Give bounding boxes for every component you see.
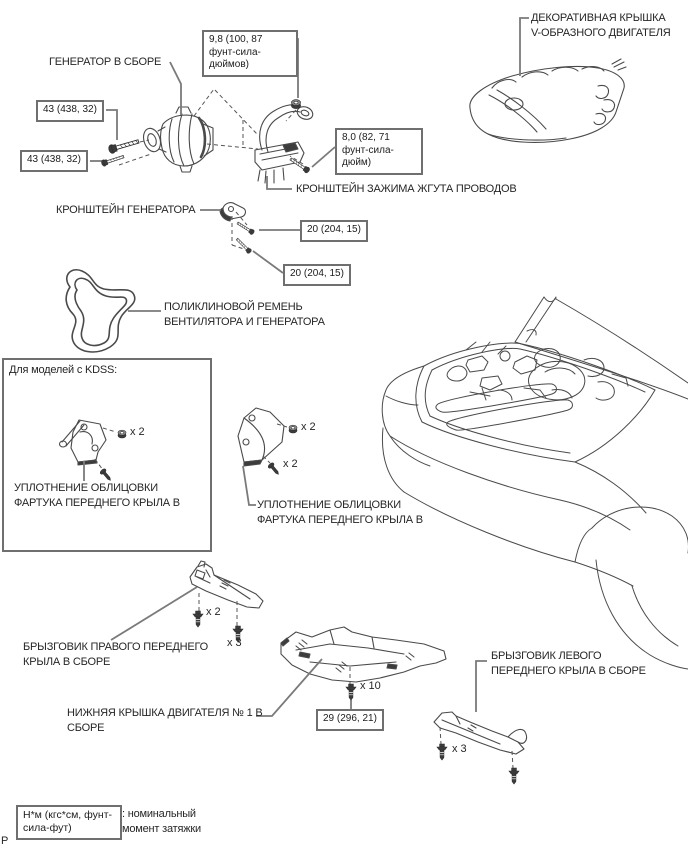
torque-box-generator-bolt-upper: 43 (438, 32) bbox=[36, 100, 104, 122]
torque-box-clamp-nut: 9,8 (100, 87 фунт-сила-дюймов) bbox=[202, 30, 298, 77]
qty-apron-seal-nut: x 2 bbox=[301, 421, 316, 433]
decorative-cover-drawing bbox=[470, 59, 626, 142]
screw-icon bbox=[267, 462, 281, 477]
label-generator-bracket: КРОНШТЕЙН ГЕНЕРАТОРА bbox=[56, 204, 196, 216]
label-mudguard-left: БРЫЗГОВИК ЛЕВОГО ПЕРЕДНЕГО КРЫЛА В СБОРЕ bbox=[491, 650, 646, 677]
qty-kdss-seal-nut: x 2 bbox=[130, 426, 145, 438]
mudguard-left-drawing bbox=[434, 712, 527, 754]
kdss-models-box bbox=[2, 358, 212, 552]
vehicle-drawing bbox=[382, 297, 688, 669]
screw-icon bbox=[509, 768, 519, 784]
torque-box-bracket-bolt-lower: 20 (204, 15) bbox=[283, 264, 351, 286]
label-decorative-cover: ДЕКОРАТИВНАЯ КРЫШКА V-ОБРАЗНОГО ДВИГАТЕЛЯ bbox=[531, 12, 671, 39]
label-kdss-note: Для моделей с KDSS: bbox=[9, 364, 117, 376]
torque-box-bracket-bolt-upper: 20 (204, 15) bbox=[300, 220, 368, 242]
screw-icon bbox=[346, 684, 356, 700]
torque-box-generator-bolt-lower: 43 (438, 32) bbox=[20, 150, 88, 172]
bolt-icon bbox=[101, 153, 125, 166]
label-fan-generator-belt: ПОЛИКЛИНОВОЙ РЕМЕНЬ ВЕНТИЛЯТОРА И ГЕНЕРАТОРА bbox=[164, 301, 325, 328]
label-apron-seal: УПЛОТНЕНИЕ ОБЛИЦОВКИ ФАРТУКА ПЕРЕДНЕГО КРЫЛА В bbox=[257, 499, 423, 526]
nut-icon bbox=[291, 100, 300, 109]
label-under-cover: НИЖНЯЯ КРЫШКА ДВИГАТЕЛЯ № 1 В СБОРЕ bbox=[67, 707, 263, 734]
qty-mudguard-right-screw-a: x 2 bbox=[206, 606, 221, 618]
belt-drawing bbox=[66, 270, 135, 352]
torque-box-under-cover-bolt: 29 (296, 21) bbox=[316, 709, 384, 731]
bolt-icon bbox=[235, 237, 252, 254]
under-cover-drawing bbox=[281, 627, 446, 682]
qty-mudguard-right-screw-b: x 3 bbox=[227, 637, 242, 649]
legend-symbol-box: Н*м (кгс*см, фунт-сила-фут) bbox=[16, 805, 122, 840]
label-harness-clamp-bracket: КРОНШТЕЙН ЗАЖИМА ЖГУТА ПРОВОДОВ bbox=[296, 183, 517, 195]
label-mudguard-right: БРЫЗГОВИК ПРАВОГО ПЕРЕДНЕГО КРЫЛА В СБОРЕ bbox=[23, 641, 209, 668]
apron-seal-drawing bbox=[238, 408, 284, 466]
torque-box-clamp-bolt: 8,0 (82, 71 фунт-сила-дюйм) bbox=[335, 128, 423, 175]
qty-apron-seal-screw: x 2 bbox=[283, 458, 298, 470]
mudguard-right-drawing bbox=[190, 561, 263, 608]
qty-mudguard-left-screw: x 3 bbox=[452, 743, 467, 755]
screw-icon bbox=[437, 744, 447, 760]
nut-icon bbox=[289, 425, 297, 433]
screw-icon bbox=[193, 611, 203, 627]
legend-meaning: : номинальный момент затяжки bbox=[122, 808, 201, 835]
generator-drawing bbox=[141, 107, 213, 172]
label-apron-seal-kdss: УПЛОТНЕНИЕ ОБЛИЦОВКИ ФАРТУКА ПЕРЕДНЕГО КРЫЛА В bbox=[14, 482, 180, 509]
bolt-icon bbox=[108, 137, 140, 154]
qty-under-cover-screw: x 10 bbox=[360, 680, 381, 692]
label-generator-assembly: ГЕНЕРАТОР В СБОРЕ bbox=[49, 56, 162, 68]
page-letter: P bbox=[1, 835, 9, 847]
bolt-icon bbox=[289, 156, 311, 174]
